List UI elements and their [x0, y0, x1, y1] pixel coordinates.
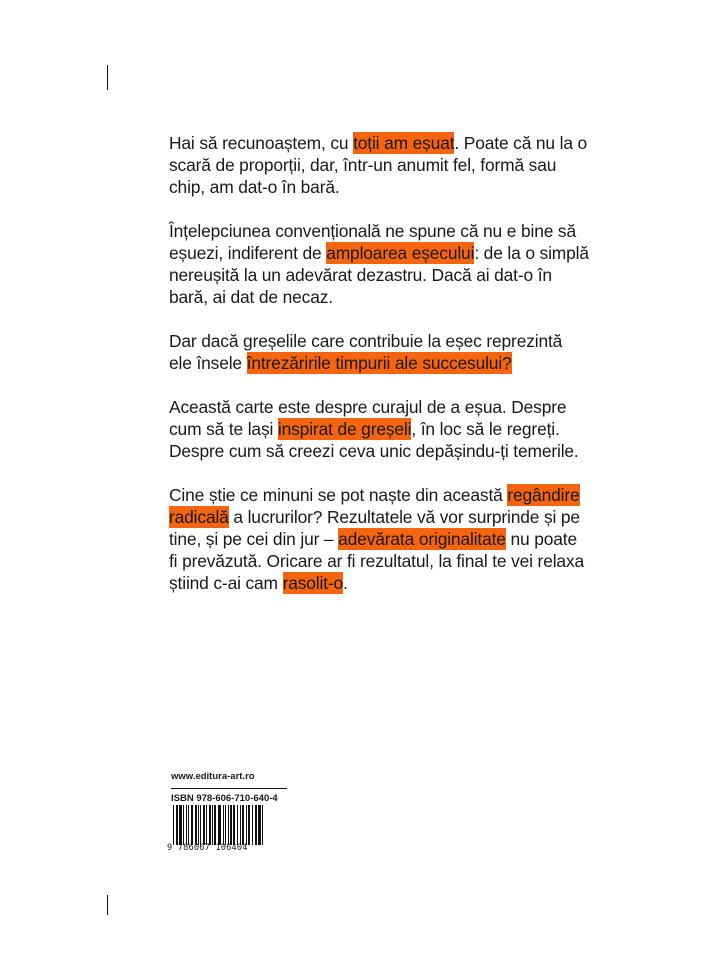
publisher-website: www.editura-art.ro	[171, 771, 255, 782]
text-run: Înțelepciunea convențională ne spune că nu e bine să eșuezi, indiferent de	[169, 221, 576, 263]
highlighted-phrase: întrezăririle timpurii ale succesului?	[246, 353, 512, 373]
barcode-bar	[214, 805, 216, 845]
paragraph	[169, 396, 589, 462]
colophon	[171, 771, 291, 806]
barcode-bar	[242, 805, 244, 845]
crop-mark-top	[107, 65, 108, 90]
barcode-bar	[173, 805, 174, 845]
text-run: nu poate fi prevăzută. Oricare ar fi rezultatul, la final te vei relaxa știind c-ai cam	[169, 529, 585, 593]
text-run: a lucrurilor? Rezultatele vă vor surprinde și pe tine, și pe cei din jur –	[169, 507, 580, 549]
barcode-bar	[179, 805, 182, 845]
barcode-bar	[183, 805, 184, 845]
highlighted-phrase: amploarea eșecului	[326, 243, 475, 263]
barcode-bar	[186, 805, 187, 845]
text-run: : de la o simplă nereușită la un adevărat dezastru. Dacă ai dat-o în bară, ai dat de necaz.	[169, 243, 589, 307]
barcode-bar	[200, 805, 201, 845]
paragraph	[169, 330, 589, 374]
barcode-bar	[240, 805, 241, 845]
colophon-divider	[171, 788, 287, 789]
barcode-bar	[228, 805, 229, 845]
barcode-bar	[218, 805, 221, 845]
barcode-bar	[230, 805, 232, 845]
text-run: Această carte este despre curajul de a eșua. Despre cum să te lași	[169, 397, 567, 439]
barcode-bar	[212, 805, 213, 845]
barcode-bar	[233, 805, 235, 845]
barcode-bar	[198, 805, 199, 845]
highlighted-phrase: inspirat de greșeli	[277, 419, 412, 439]
text-run: Cine știe ce minuni se pot naște din această	[169, 485, 508, 505]
paragraph	[169, 220, 589, 308]
barcode-bar	[203, 805, 205, 845]
barcode-bar	[246, 805, 247, 845]
barcode-bar	[223, 805, 224, 845]
barcode-bar	[176, 805, 178, 845]
barcode-bar	[237, 805, 238, 845]
paragraph	[169, 484, 589, 594]
barcode-digits: 9 786067 106404	[167, 843, 248, 853]
text-run: Hai să recunoaștem, cu	[169, 133, 354, 153]
barcode-bar	[258, 805, 261, 845]
barcode-bar	[225, 805, 226, 845]
barcode-bar	[255, 805, 257, 845]
barcode-bar	[209, 805, 211, 845]
barcode-bar	[248, 805, 250, 845]
barcode-bar	[252, 805, 253, 845]
isbn-label: ISBN 978-606-710-640-4	[171, 793, 278, 804]
text-run: . Poate că nu la o scară de proporții, dar, într-un anumit fel, formă sau chip, am dat-o în bară.	[169, 133, 588, 197]
barcode-bar	[206, 805, 207, 845]
barcode-bar	[195, 805, 197, 845]
barcode-bar	[191, 805, 193, 845]
text-run: Dar dacă greșelile care contribuie la eșec reprezintă ele însele	[169, 331, 563, 373]
crop-mark-bottom	[107, 895, 108, 915]
highlighted-phrase: adevărata originalitate	[338, 529, 506, 549]
barcode-bar	[262, 805, 263, 845]
highlighted-phrase: rasolit-o	[282, 573, 344, 593]
text-run: .	[343, 573, 348, 593]
barcode-bar	[188, 805, 189, 845]
text-run: , în loc să le regreți. Despre cum să creezi ceva unic depășindu-ți temerile.	[169, 419, 579, 461]
paragraph	[169, 132, 589, 198]
back-cover-text	[169, 132, 589, 616]
isbn-barcode	[173, 805, 280, 845]
highlighted-phrase: toții am eșuat	[353, 133, 455, 153]
highlighted-phrase: regândire radicală	[169, 485, 580, 527]
